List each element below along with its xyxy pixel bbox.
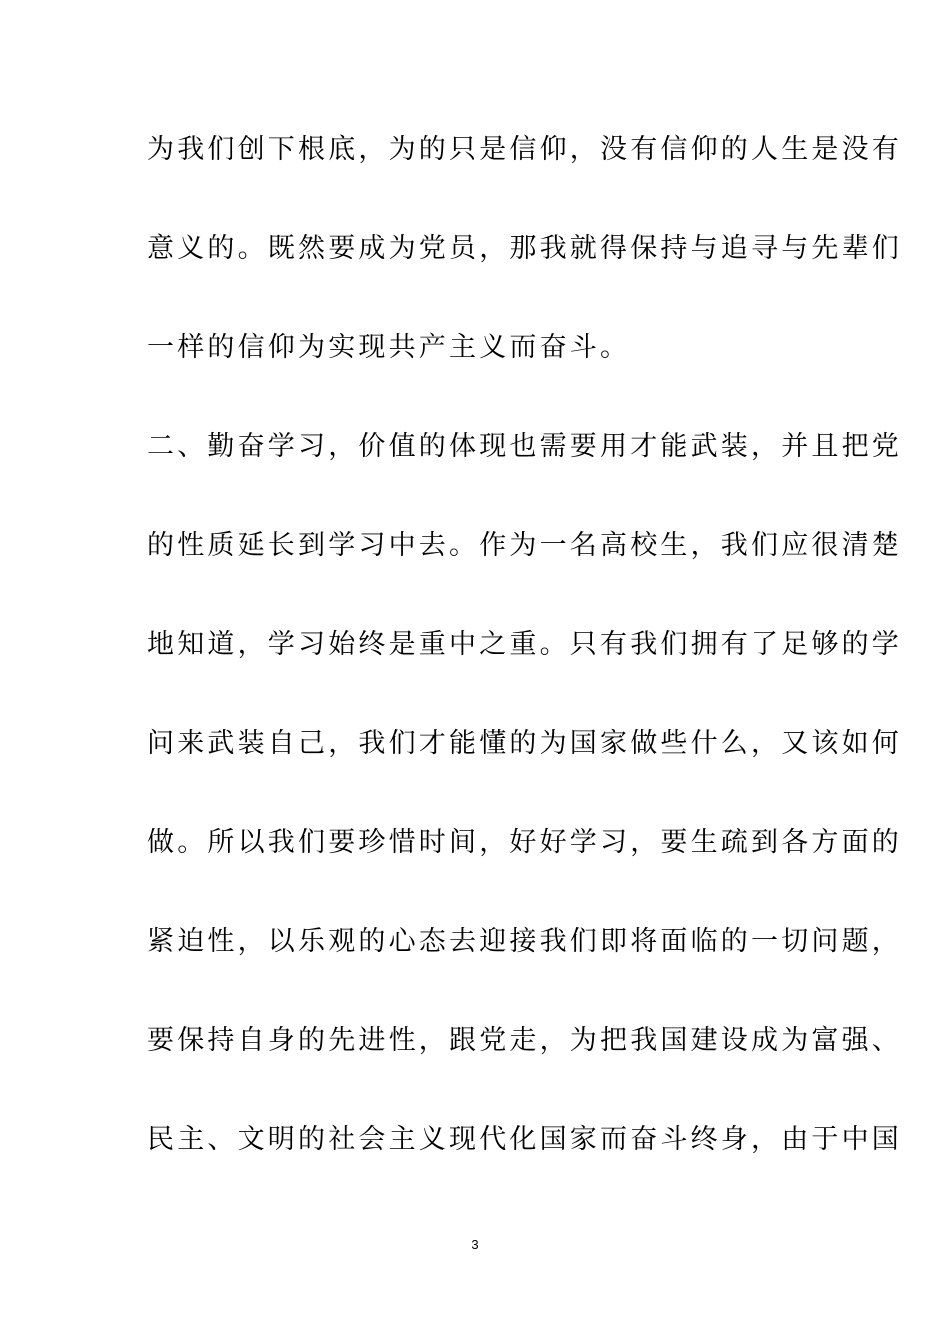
text-line-5: 的性质延长到学习中去。作为一名高校生，我们应很清楚 xyxy=(147,530,902,561)
text-line-10: 要保持自身的先进性，跟党走，为把我国建设成为富强、 xyxy=(147,1025,902,1056)
text-line-1: 为我们创下根底，为的只是信仰，没有信仰的人生是没有 xyxy=(147,134,902,165)
text-line-7: 问来武装自己，我们才能懂的为国家做些什么，又该如何 xyxy=(147,728,902,759)
text-line-11: 民主、文明的社会主义现代化国家而奋斗终身，由于中国 xyxy=(147,1124,902,1155)
text-line-2: 意义的。既然要成为党员，那我就得保持与追寻与先辈们 xyxy=(147,233,902,264)
page-number: 3 xyxy=(471,1237,479,1252)
text-line-9: 紧迫性，以乐观的心态去迎接我们即将面临的一切问题， xyxy=(147,926,902,957)
text-line-6: 地知道，学习始终是重中之重。只有我们拥有了足够的学 xyxy=(147,629,902,660)
text-line-8: 做。所以我们要珍惜时间，好好学习，要生疏到各方面的 xyxy=(147,827,902,858)
text-line-4: 二、勤奋学习，价值的体现也需要用才能武装，并且把党 xyxy=(147,431,902,462)
text-line-3: 一样的信仰为实现共产主义而奋斗。 xyxy=(147,332,631,363)
